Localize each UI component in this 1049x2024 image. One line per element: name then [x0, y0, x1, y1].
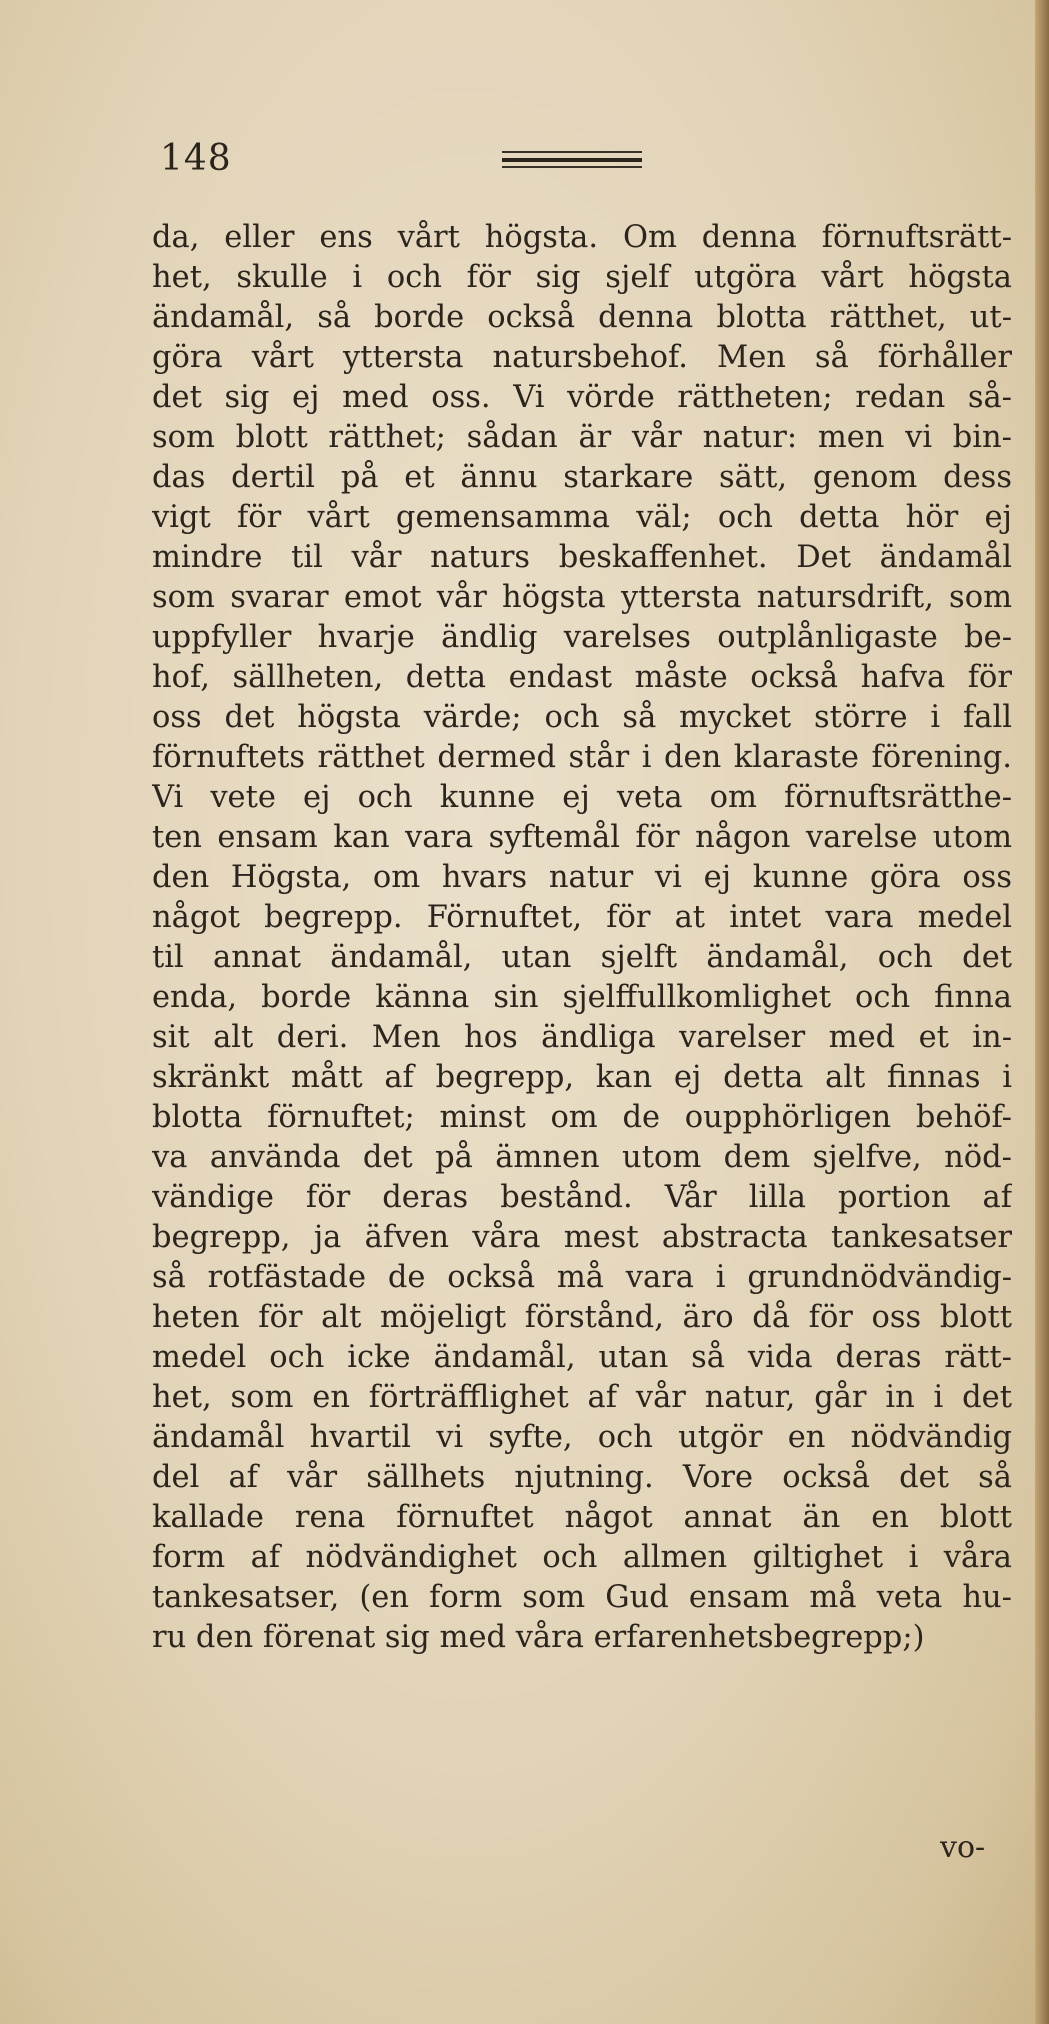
- text-line: sit alt deri. Men hos ändliga varelser med et in-: [152, 1020, 1012, 1055]
- text-line: så rotfästade de också må vara i grundnödvändig-: [152, 1260, 1012, 1295]
- text-line: til annat ändamål, utan sjelft ändamål, och det: [152, 940, 1012, 975]
- text-line: hof, sällheten, detta endast måste också hafva för: [152, 660, 1012, 695]
- text-line: das dertil på et ännu starkare sätt, genom dess: [152, 460, 1012, 495]
- text-line: medel och icke ändamål, utan så vida deras rätt-: [152, 1340, 1012, 1375]
- text-line: ru den förenat sig med våra erfarenhetsbegrepp;): [152, 1620, 925, 1655]
- page-number: 148: [160, 138, 232, 179]
- text-line: skränkt mått af begrepp, kan ej detta alt finnas i: [152, 1060, 1012, 1095]
- text-line: uppfyller hvarje ändlig varelses outplånligaste be-: [152, 620, 1012, 655]
- text-line: blotta förnuftet; minst om de oupphörligen behöf-: [152, 1100, 1012, 1135]
- text-line: förnuftets rätthet dermed står i den klaraste förening.: [152, 740, 1012, 775]
- text-line: den Högsta, om hvars natur vi ej kunne göra oss: [152, 860, 1012, 895]
- text-line: oss det högsta värde; och så mycket större i fall: [152, 700, 1012, 735]
- text-line: het, skulle i och för sig sjelf utgöra vårt högsta: [152, 260, 1012, 295]
- text-line: något begrepp. Förnuftet, för at intet vara medel: [152, 900, 1012, 935]
- text-line: het, som en förträfflighet af vår natur, går in i det: [152, 1380, 1012, 1415]
- text-line: enda, borde känna sin sjelffullkomlighet och finna: [152, 980, 1012, 1015]
- text-line: göra vårt ytterstа natursbehof. Men så förhåller: [152, 340, 1012, 375]
- text-line: Vi vete ej och kunne ej veta om förnuftsrätthe-: [152, 780, 1012, 815]
- catchword: vo-: [940, 1830, 986, 1865]
- text-line: da, eller ens vårt högsta. Om denna förnuftsrätt-: [152, 220, 1012, 255]
- text-line: tankesatser, (en form som Gud ensam må veta hu-: [152, 1580, 1012, 1615]
- text-line: vigt för vårt gemensamma väl; och detta hör ej: [152, 500, 1012, 535]
- body-text: [152, 218, 1012, 1658]
- text-line: det sig ej med oss. Vi vörde rättheten; redan så-: [152, 380, 1012, 415]
- text-line: ändamål, så borde också denna blotta rätthet, ut-: [152, 300, 1012, 335]
- text-line: form af nödvändighet och allmen giltighet i våra: [152, 1540, 1012, 1575]
- text-line: kallade rena förnuftet något annat än en blott: [152, 1500, 1012, 1535]
- page-header: [160, 138, 660, 198]
- text-line: mindre til vår naturs beskaffenhet. Det ändamål: [152, 540, 1012, 575]
- text-line: begrepp, ja äfven våra mest abstracta tankesatser: [152, 1220, 1012, 1255]
- text-line: va använda det på ämnen utom dem sjelfve, nöd-: [152, 1140, 1012, 1175]
- text-line: som blott rätthet; sådan är vår natur: men vi bin-: [152, 420, 1012, 455]
- text-line: vändige för deras bestånd. Vår lilla portion af: [152, 1180, 1012, 1215]
- page-edge: [1035, 0, 1049, 2024]
- text-line: ändamål hvartil vi syfte, och utgör en nödvändig: [152, 1420, 1012, 1455]
- text-line: del af vår sällhets njutning. Vore också det så: [152, 1460, 1012, 1495]
- header-rule-ornament: [502, 158, 642, 162]
- text-line: heten för alt möjeligt förstånd, äro då för oss blott: [152, 1300, 1012, 1335]
- text-line: ten ensam kan vara syftemål för någon varelse utom: [152, 820, 1012, 855]
- text-line: som svarar emot vår högsta ytterstа natursdrift, som: [152, 580, 1012, 615]
